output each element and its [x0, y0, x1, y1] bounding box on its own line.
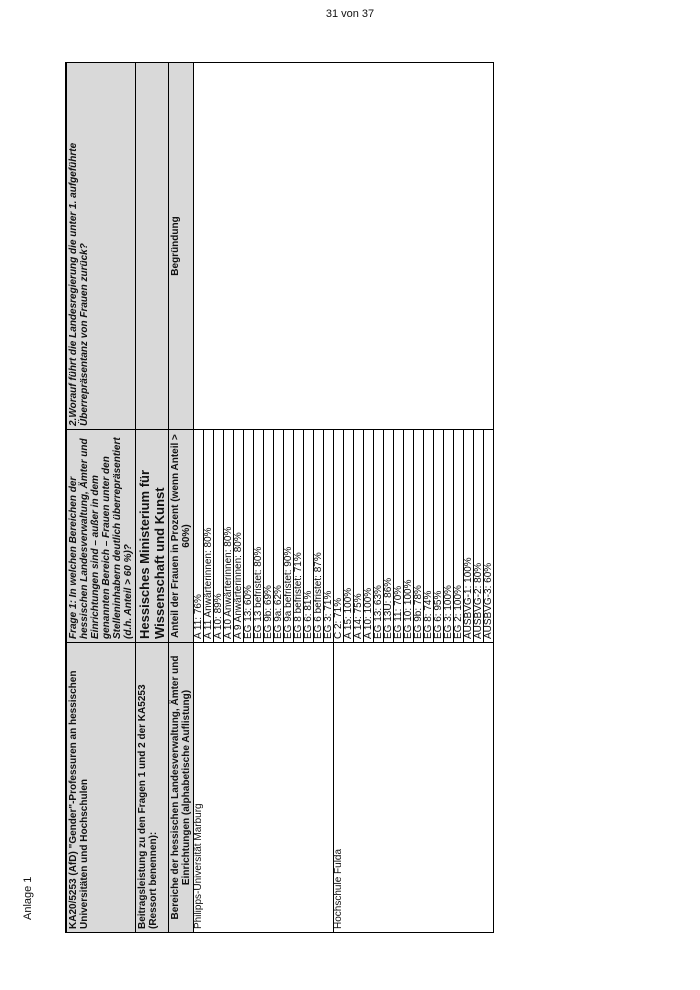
- page-number: 31 von 37: [325, 8, 375, 20]
- share-value: EG 3: 71%: [324, 430, 334, 643]
- share-value: EG 6 befristet: 87%: [314, 430, 324, 643]
- share-value: EG 8 befristet: 71%: [294, 430, 304, 643]
- share-value: EG 9a befristet: 90%: [284, 430, 294, 643]
- share-value: EG 9b: 69%: [264, 430, 274, 643]
- share-value: EG 13 befristet: 80%: [254, 430, 264, 643]
- share-value: A 11 Anwärterinnen: 80%: [204, 430, 214, 643]
- share-value: EG 10: 100%: [404, 430, 414, 643]
- ministry-name: Hessisches Ministerium für Wissenschaft und Kunst: [136, 430, 169, 643]
- share-value: A 15: 100%: [344, 430, 354, 643]
- share-value: EG 2: 100%: [454, 430, 464, 643]
- share-value: EG 13U: 86%: [384, 430, 394, 643]
- col-header-bereiche: Bereiche der hessischen Landesverwaltung, Ämter und Einrichtungen (alphabetische Auflistung): [169, 643, 194, 933]
- share-value: EG 6: 81%: [304, 430, 314, 643]
- section-name: Philipps-Universität Marburg: [194, 643, 334, 933]
- share-value: EG 11: 70%: [394, 430, 404, 643]
- share-value: EG 9b: 78%: [414, 430, 424, 643]
- share-value: AUSBVG-3: 60%: [484, 430, 494, 643]
- share-value: A 10: 100%: [364, 430, 374, 643]
- frage-1-text: Frage 1: In welchen Bereichen der hessischen Landesverwaltung, Ämter und Einrichtungen sind – außer in dem genannten Bereich – Frauen unter den Stelleninhabern deutlich überrepräsentiert (d.h. Anteil > 60 %)?: [66, 430, 136, 643]
- share-value: A 11: 76%: [194, 430, 204, 643]
- share-value: A 14: 75%: [354, 430, 364, 643]
- share-value: C 2: 71%: [334, 430, 344, 643]
- share-value: AUSBVG-1: 100%: [464, 430, 474, 643]
- col-header-anteil: Anteil der Frauen in Prozent (wenn Anteil > 60%): [169, 430, 194, 643]
- share-value: EG 3: 100%: [444, 430, 454, 643]
- share-value: EG 13: 63%: [374, 430, 384, 643]
- right-column-overlay: [65, 63, 571, 933]
- share-value: EG 9a: 62%: [274, 430, 284, 643]
- margin-label: Anlage 1: [22, 876, 34, 920]
- share-value: A 10 Anwärterinnen: 80%: [224, 430, 234, 643]
- section-name: Hochschule Fulda: [334, 643, 494, 933]
- share-value: EG 13: 60%: [244, 430, 254, 643]
- share-value: EG 6: 95%: [434, 430, 444, 643]
- ressort-label: Beitragsleistung zu den Fragen 1 und 2 der KA5253 (Ressort benennen):: [136, 643, 169, 933]
- share-value: AUSBVG-2: 80%: [474, 430, 484, 643]
- table-title: KA20/5253 (AfD) "Gender"-Professuren an hessischen Universitäten und Hochschulen: [66, 643, 136, 933]
- share-value: EG 8: 74%: [424, 430, 434, 643]
- frage-2-text: 2.Worauf führt die Landesregierung die unter 1. aufgeführte Überrepräsentanz von Frauen zurück?: [66, 63, 136, 430]
- col-header-begruendung: Begründung: [169, 63, 194, 430]
- share-value: A 9 Anwärterinnen: 80%: [234, 430, 244, 643]
- share-value: A 10: 89%: [214, 430, 224, 643]
